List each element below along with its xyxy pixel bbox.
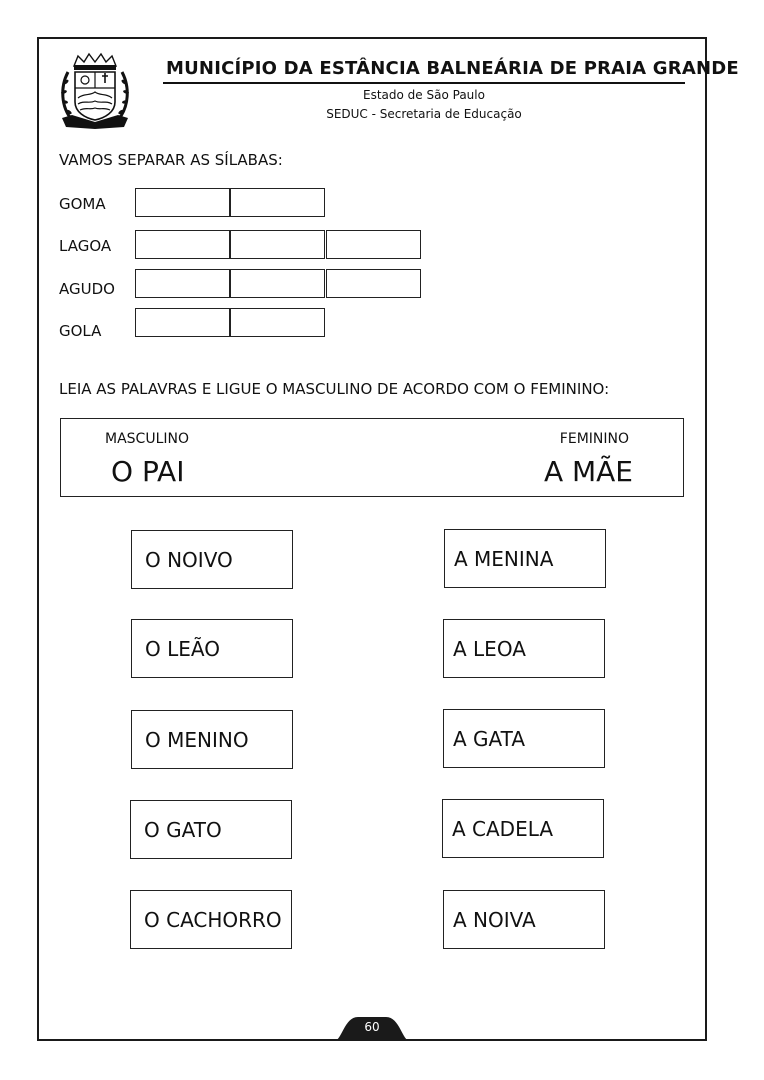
syllable-word-agudo: AGUDO: [59, 280, 115, 298]
syllable-word-goma: GOMA: [59, 195, 106, 213]
syllable-box[interactable]: [230, 308, 325, 337]
feminine-label: FEMININO: [559, 431, 629, 447]
masculine-card[interactable]: O CACHORRO: [130, 890, 292, 949]
syllable-box[interactable]: [230, 230, 325, 259]
masculine-card[interactable]: O LEÃO: [131, 619, 293, 678]
feminine-card[interactable]: A GATA: [443, 709, 605, 768]
syllable-box[interactable]: [326, 230, 421, 259]
syllable-word-gola: GOLA: [59, 322, 102, 340]
syllable-instruction: VAMOS SEPARAR AS SÍLABAS:: [59, 151, 283, 169]
page-title: MUNICÍPIO DA ESTÂNCIA BALNEÁRIA DE PRAIA GRANDE: [166, 58, 739, 79]
feminine-card[interactable]: A MENINA: [444, 529, 606, 588]
masculine-card[interactable]: O NOIVO: [131, 530, 293, 589]
page-number: 60: [364, 1020, 380, 1034]
feminine-card[interactable]: A CADELA: [442, 799, 604, 858]
feminine-card[interactable]: A LEOA: [443, 619, 605, 678]
state-subtitle: Estado de São Paulo: [363, 88, 485, 102]
feminine-card[interactable]: A NOIVA: [443, 890, 605, 949]
city-crest-icon: [58, 52, 132, 130]
syllable-box[interactable]: [135, 230, 230, 259]
syllable-box[interactable]: [135, 308, 230, 337]
syllable-box[interactable]: [230, 269, 325, 298]
department-subtitle: SEDUC - Secretaria de Educação: [326, 107, 522, 121]
syllable-box[interactable]: [135, 269, 230, 298]
masculine-card[interactable]: O MENINO: [131, 710, 293, 769]
feminine-example: A MÃE: [543, 455, 633, 488]
syllable-word-lagoa: LAGOA: [59, 237, 112, 255]
syllable-box[interactable]: [135, 188, 230, 217]
masculine-label: MASCULINO: [105, 431, 189, 447]
masculine-example: O PAI: [111, 455, 185, 488]
syllable-box[interactable]: [326, 269, 421, 298]
matching-instruction: LEIA AS PALAVRAS E LIGUE O MASCULINO DE ACORDO COM O FEMININO:: [59, 380, 610, 398]
title-divider: [163, 82, 685, 84]
masculine-card[interactable]: O GATO: [130, 800, 292, 859]
example-legend: [60, 418, 684, 497]
syllable-box[interactable]: [230, 188, 325, 217]
